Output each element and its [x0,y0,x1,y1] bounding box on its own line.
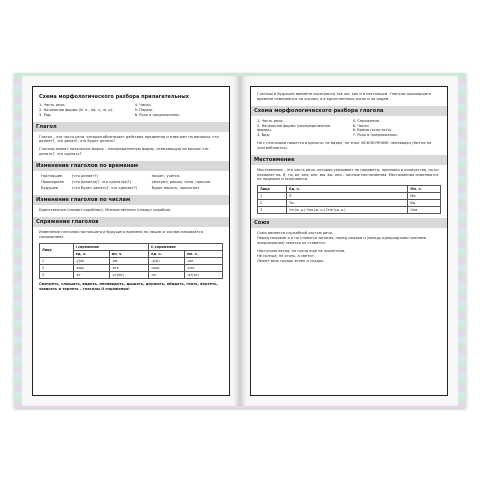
tense-title: Изменение глаголов по временам [33,161,229,171]
pronoun-table [257,185,441,214]
scheme-item: 7. Роль в предложении. [352,133,398,138]
table-row: 2 Ты Вы [258,200,441,207]
union-example: Не солнце, не огонь, а светит. [257,253,315,258]
number-text: Единственное (плывет кораблик). Множественное (плывут корабли). [39,208,172,213]
scheme-item: 3. Род. [39,112,52,117]
scheme-item: 4. Число. [134,103,152,107]
union-text: Союз является служебной частью речи. [257,231,333,236]
number-title: Изменение глаголов по числам [33,195,229,205]
table-row: 3 -ет -ут(ют) -ит -ат(ят) [40,271,223,278]
scheme-item: 3. Вид. [257,133,270,138]
union-title: Союз [251,218,447,228]
table-row: Настоящее (что делает?) пишет, учится. [41,174,181,179]
left-sheet [32,86,230,396]
union-example: Наступила весна, но грачи еще не прилетели. [257,248,346,253]
scheme-item: 6. Роль в предложении. [134,112,180,117]
right-sheet [250,86,448,396]
intro-text: Глаголы в будущем времени спрягаются так же, как и в настоящем. Глаголы прошедшего времени изменяются по числам, а в единственном числе и по родам. [257,92,432,101]
pronoun-title: Местоимение [251,155,447,165]
table-row: Будущее (что будет делать?, что сделает?) будет верить, прочитает. [41,186,201,191]
scheme-item: 1. Часть речи. [257,118,284,123]
scheme-item: 1. Часть речи. [39,103,66,107]
scheme-item: 6. Время (если есть). [352,128,393,133]
ne-rule-text: Не с глаголами пишется отдельно: не видел, не знал. ИСКЛЮЧЕНИЕ: ненавидел (без не не употребляется). [257,141,432,150]
scheme-verb-items [257,119,441,138]
scheme-item: 2. Начальная форма (И. п., ед. ч., м. р). [39,107,114,112]
exceptions-text: Смотреть, слышать, видеть, ненавидеть, дышать, держать, обидеть, гнать, вертеть, зависеть и терпеть – глаголы II спряжения! [39,281,218,291]
table-row: 3 Он (м. р.) Она (ж. р.) Оно (ср. р.) Они [258,207,441,214]
verb-infinitive-text: Глаголы имеют начальную форму – неопределенную форму, отвечающую на вопрос что делать?, что сделать? [39,147,209,157]
scheme-adjective-items [39,103,223,118]
conjugation-text: Изменение глаголов настоящего и будущего времени по лицам и числам называется спряжением. [39,230,203,240]
conjugation-title: Спряжение глаголов [33,217,229,227]
scheme-item: 5. Спряжение. [352,118,381,123]
table-row: 1 -у(ю) -ем -у(ю) -им [40,257,223,264]
left-page [22,76,240,406]
union-rule-text: Перед союзами а и но ставится запятая, перед союзом и (между однородными членами предложения) запятая не ставится. [257,236,426,245]
table-header: Лицо Ед. ч. Мн. ч. [258,186,441,193]
scheme-item: 5. Падеж. [134,107,154,112]
scheme-adjective-title: Схема морфологического разбора прилагательных [39,94,189,100]
right-page [240,76,458,406]
scheme-verb-title: Схема морфологического разбора глагола [251,106,447,116]
table-row: 1 Я Мы [258,193,441,200]
verb-definition: Глагол – это часть речи, которая обозначает действия предметов и отвечает на вопросы: что делает?, что делал?, что будет делать? [39,134,219,144]
table-header: Лицо I спряжение II спряжение [40,243,223,250]
pronoun-text: Местоимение – это часть речи, которая указывает на предметы, признаки и количество, но не называет их. Я, ты, он, она, оно, мы, вы, они – личные местоимения. Местоимения изменяются по падежам и склоняются. [257,167,439,182]
scheme-item: 6. Число. [352,123,370,128]
verb-title: Глагол [33,122,229,132]
table-row: 2 -ешь -ете -ишь -ите [40,264,223,271]
union-example: Лежит меж грядок зелен и сладок. [257,258,325,263]
tense-table [39,174,223,192]
conjugation-table [39,243,223,279]
scheme-item: 2. Начальная форма (неопределенная форма). [257,123,330,133]
table-row: Прошедшее (что делал(а)?, что сделал(а)?) смотрел, решал, села, пришла. [41,180,212,185]
table-subheader: ед. ч. мн. ч. ед. ч. мн. ч. [40,250,223,257]
